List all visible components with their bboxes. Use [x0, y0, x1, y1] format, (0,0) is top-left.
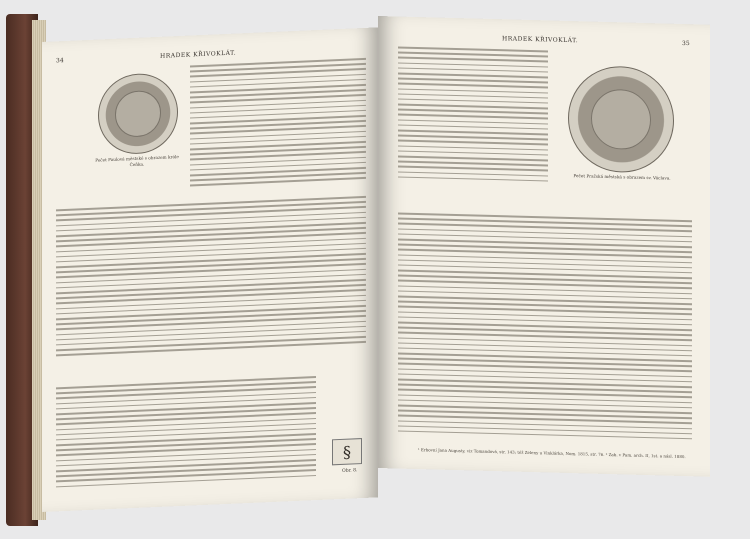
left-figure-label: Obr. 8. [342, 468, 358, 474]
city-seal-icon [568, 65, 674, 174]
right-page-number: 35 [682, 39, 690, 48]
right-footnote: ¹ Erbovní Jana Augusty, viz Tomandová, str. 143; též Zeleny u Vinklárka, Nom. 1815, str. 76. ² Zab. v Pam. arch. II, 1st. a násl. 1880. [418, 447, 686, 460]
left-seal-caption: Pečet Paulová městské s obrazem krále Čeňka. [95, 154, 179, 167]
left-text-block-bottom [56, 376, 316, 491]
left-page [42, 27, 378, 512]
left-text-block-top [190, 58, 366, 190]
right-text-block-main [398, 213, 692, 444]
right-text-block-top [398, 47, 548, 186]
right-page [378, 16, 710, 477]
heraldic-crest-icon: § [332, 438, 362, 465]
city-seal-icon [98, 72, 178, 155]
left-running-head: HRADEK KŘIVOKLÁT. [160, 49, 237, 60]
left-page-number: 34 [56, 57, 64, 65]
left-text-block-middle [56, 196, 366, 360]
right-running-head: HRADEK KŘIVOKLÁT. [502, 35, 579, 45]
right-seal-caption: Pečet Pražská městská s obrazem sv. Václava. [573, 173, 671, 181]
